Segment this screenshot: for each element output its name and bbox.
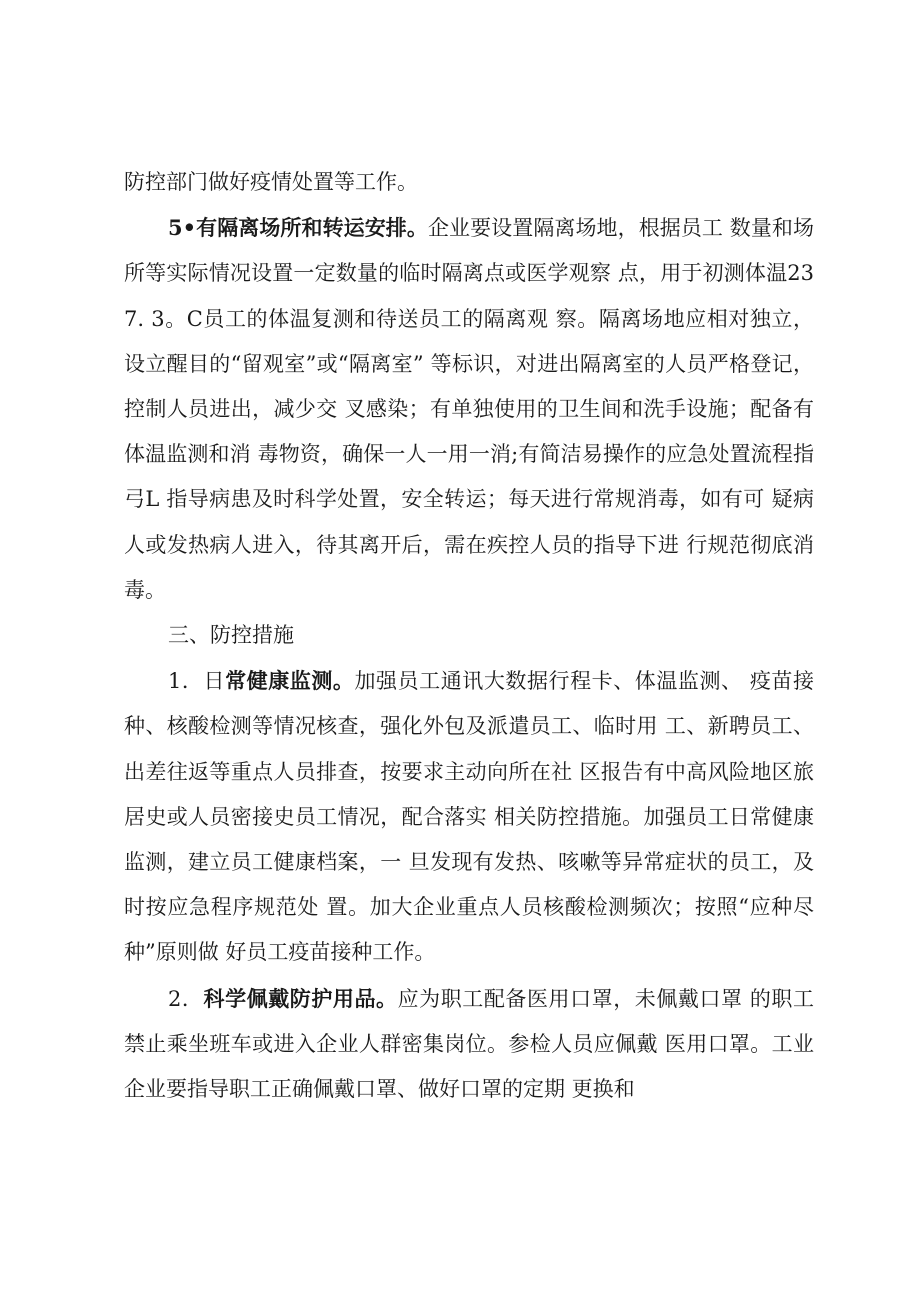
paragraph-text: 应为职工配备医用口罩，未佩戴口罩 的职工禁止乘坐班车或进入企业人群密集岗位。参检人员应佩戴 医用口罩。工业企业要指导职工正确佩戴口罩、做好口罩的定期 更换和 bbox=[124, 986, 814, 1102]
item-lead-heading: 常健康监测。 bbox=[225, 668, 355, 694]
item-lead-heading: 科学佩戴防护用品。 bbox=[203, 985, 398, 1011]
paragraph-item-5 bbox=[124, 205, 814, 613]
document-body bbox=[124, 160, 814, 1112]
item-number: 1．日 bbox=[168, 669, 226, 694]
paragraph-item-1 bbox=[124, 658, 814, 975]
paragraph-text: 加强员工通讯大数据行程卡、体温监测、 疫苗接种、核酸检测等情况核查，强化外包及派遣员工、临时用 工、新聘员工、出差往返等重点人员排查，按要求主动向所在社 区报告有中高风险地区旅居史或人员密接史员工情况，配合落实 相关防控措施。加强员工日常健康监测，建立员工健康档案，一 旦发现有发热、咳嗽等异常症状的员工，及时按应急程序规范处 置。加大企业重点人员核酸检测频次；按照“应种尽种”原则做 好员工疫苗接种工作。 bbox=[124, 669, 814, 965]
paragraph-item-2 bbox=[124, 976, 814, 1113]
section-heading: 三、防控措施 bbox=[168, 623, 294, 648]
paragraph-continuation bbox=[124, 160, 814, 205]
item-number: 5• bbox=[168, 215, 197, 241]
item-lead-heading: 有隔离场所和转运安排。 bbox=[196, 215, 428, 241]
item-number: 2． bbox=[168, 986, 204, 1011]
paragraph-text: 企业要设置隔离场地，根据员工 数量和场所等实际情况设置一定数量的临时隔离点或医学观察 点，用于初测体温237. 3。C员工的体温复测和待送员工的隔离观 察。隔离场地应相对独立，设立醒目的“留观室”或“隔离室” 等标识，对进出隔离室的人员严格登记，控制人员进出，减少交 叉感染；有单独使用的卫生间和洗手设施；配备有体温监测和消 毒物资，确保一人一用一消;有简洁易操作的应急处置流程指弓L 指导病患及时科学处置，安全转运；每天进行常规消毒，如有可 疑病人或发热病人进入，待其离开后，需在疾控人员的指导下进 行规范彻底消毒。 bbox=[124, 216, 814, 602]
paragraph-text: 防控部门做好疫情处置等工作。 bbox=[124, 170, 418, 194]
